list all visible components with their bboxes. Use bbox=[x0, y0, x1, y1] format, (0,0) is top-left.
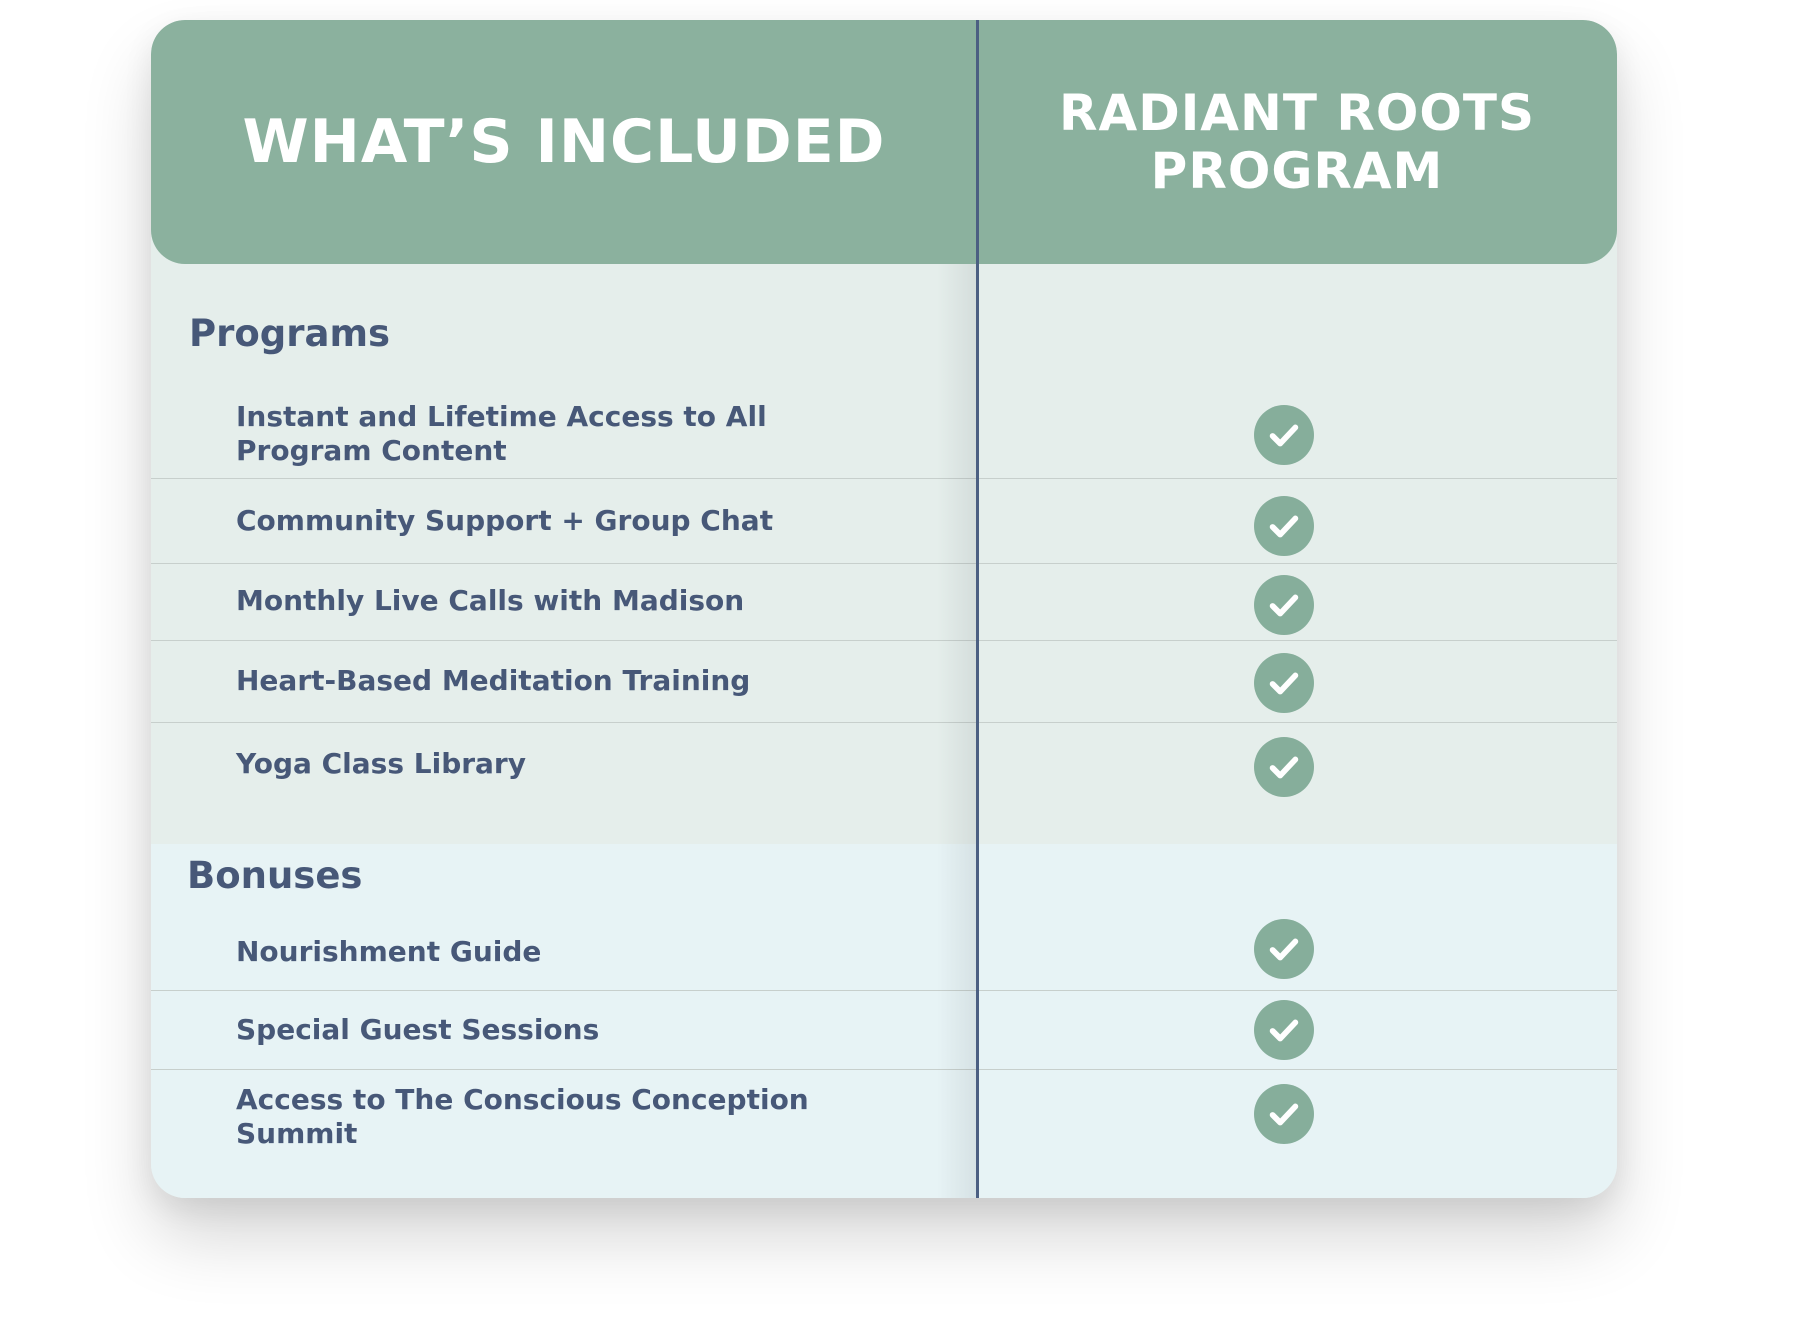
section-title-programs: Programs bbox=[189, 312, 391, 355]
header-program-name: RADIANT ROOTS PROGRAM bbox=[1059, 84, 1535, 200]
comparison-table bbox=[151, 20, 1617, 1198]
check-circle-icon bbox=[1254, 737, 1314, 797]
column-divider bbox=[976, 20, 979, 1198]
check-circle-icon bbox=[1254, 1084, 1314, 1144]
row-label: Heart-Based Meditation Training bbox=[236, 664, 751, 697]
row-divider bbox=[151, 640, 1617, 641]
check-circle-icon bbox=[1254, 575, 1314, 635]
row-label: Nourishment Guide bbox=[236, 935, 542, 968]
check-circle-icon bbox=[1254, 1000, 1314, 1060]
row-label: Instant and Lifetime Access to All Program Content bbox=[236, 400, 767, 467]
section-title-bonuses: Bonuses bbox=[187, 854, 363, 897]
check-circle-icon bbox=[1254, 919, 1314, 979]
check-circle-icon bbox=[1254, 496, 1314, 556]
table-header bbox=[151, 20, 1617, 264]
check-circle-icon bbox=[1254, 653, 1314, 713]
row-label: Yoga Class Library bbox=[236, 747, 526, 780]
header-whats-included: WHAT’S INCLUDED bbox=[242, 107, 886, 177]
check-circle-icon bbox=[1254, 405, 1314, 465]
row-divider bbox=[151, 722, 1617, 723]
row-divider bbox=[151, 1069, 1617, 1070]
row-divider bbox=[151, 990, 1617, 991]
row-label: Monthly Live Calls with Madison bbox=[236, 584, 745, 617]
row-label: Special Guest Sessions bbox=[236, 1013, 600, 1046]
row-label: Access to The Conscious Conception Summit bbox=[236, 1083, 809, 1150]
row-divider bbox=[151, 478, 1617, 479]
row-divider bbox=[151, 563, 1617, 564]
row-label: Community Support + Group Chat bbox=[236, 504, 774, 537]
